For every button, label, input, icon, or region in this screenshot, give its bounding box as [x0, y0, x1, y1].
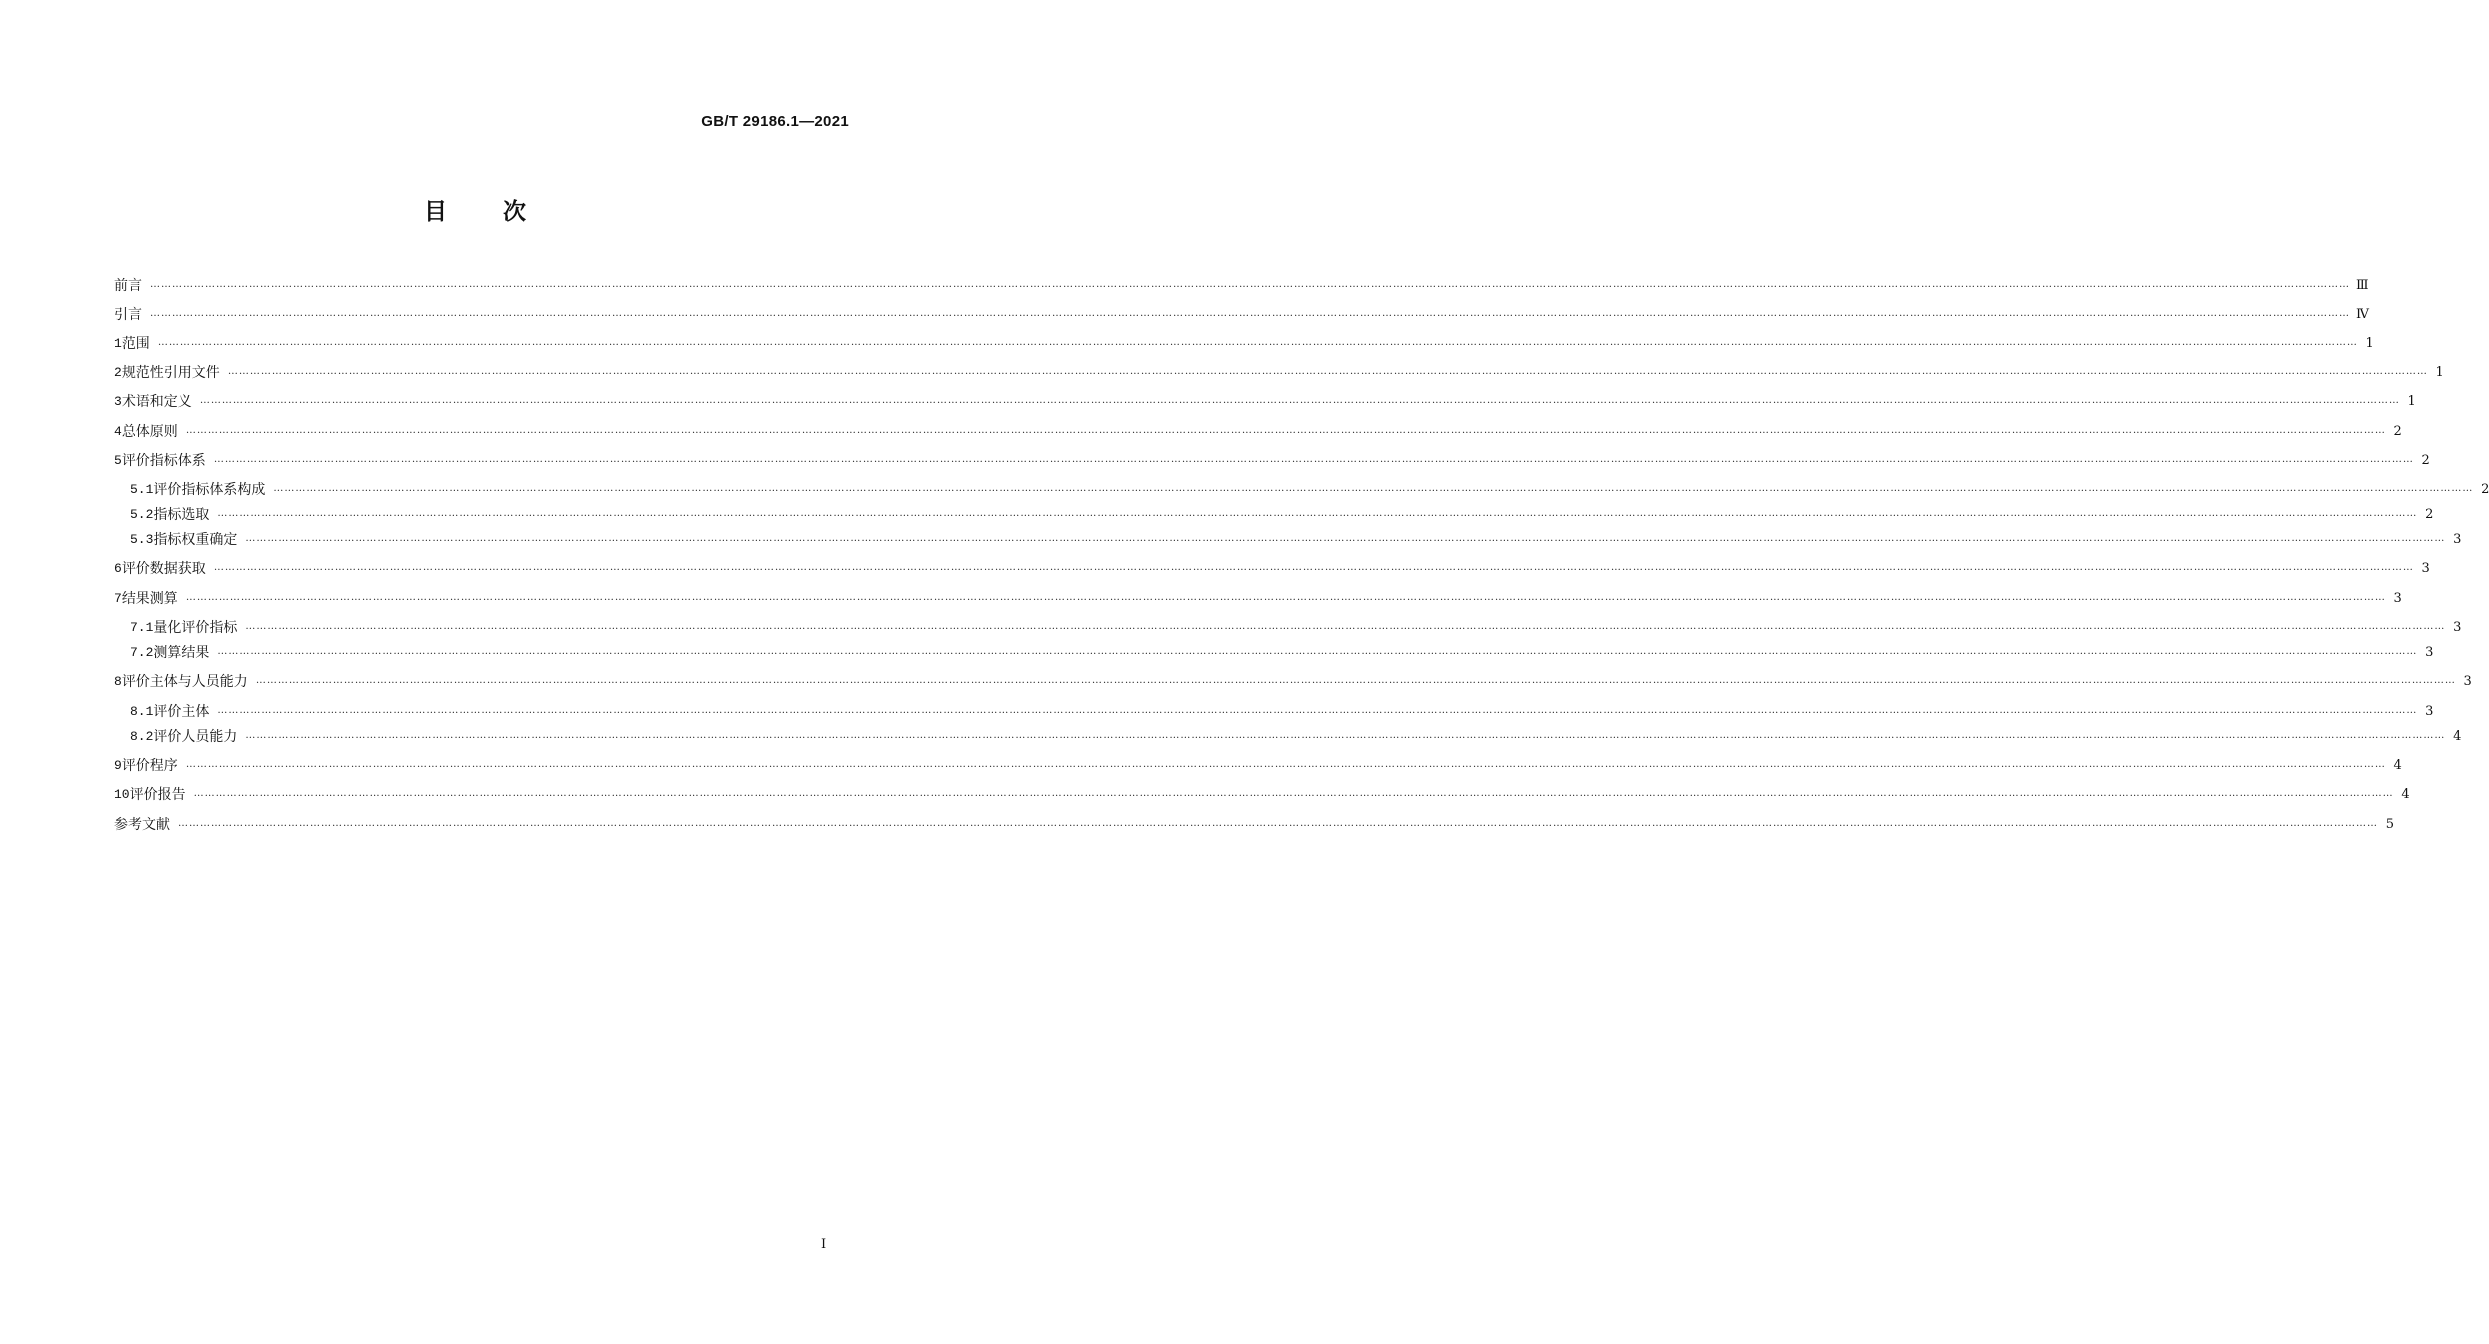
toc-entry-label: 总体原则 [121, 424, 178, 440]
toc-entry-label: 参考文献 [114, 817, 170, 833]
toc-entry[interactable] [114, 332, 2374, 354]
toc-entry-page: 1 [2435, 364, 2444, 380]
toc-entry-page: 2 [2425, 506, 2434, 522]
toc-leader-dots: …………………………………………………………………………………………………………………………………………………………………………………………………………………………………………………………………………………………………………………………………………………………………………………………………………………………………………………………………………………………………………………………………………………… [199, 395, 2400, 406]
toc-entry-number: 5 [114, 452, 122, 468]
toc-entry[interactable] [114, 449, 2430, 471]
toc-entry-page: 2 [2421, 452, 2430, 468]
toc-leader-dots: …………………………………………………………………………………………………………………………………………………………………………………………………………………………………………………………………………………………………………………………………………………………………………………………………………………………………………………………………………………………………………………………………………………… [217, 646, 2418, 657]
page-title-part2: 次 [503, 199, 526, 225]
toc-entry[interactable] [114, 303, 2369, 325]
toc-leader-dots: …………………………………………………………………………………………………………………………………………………………………………………………………………………………………………………………………………………………………………………………………………………………………………………………………………………………………………………………………………………………………………………………………………………… [185, 759, 2386, 770]
toc-entry-page: Ⅳ [2356, 306, 2369, 322]
toc-entry-label: 评价主体 [153, 704, 210, 720]
toc-entry-label: 前言 [114, 278, 142, 294]
toc-leader-dots: …………………………………………………………………………………………………………………………………………………………………………………………………………………………………………………………………………………………………………………………………………………………………………………………………………………………………………………………………………………………………………………………………………………… [185, 592, 2386, 603]
toc-leader-dots: …………………………………………………………………………………………………………………………………………………………………………………………………………………………………………………………………………………………………………………………………………………………………………………………………………………………………………………………………………………………………………………………………………………… [273, 483, 2474, 494]
toc-entry-page: 3 [2425, 703, 2434, 719]
toc-entry-page: Ⅲ [2356, 277, 2369, 293]
toc-entry-label: 指标权重确定 [153, 532, 238, 548]
toc-leader-dots: …………………………………………………………………………………………………………………………………………………………………………………………………………………………………………………………………………………………………………………………………………………………………………………………………………………………………………………………………………………………………………………………………………………… [193, 788, 2394, 799]
toc-entry-page: 3 [2421, 560, 2430, 576]
toc-entry[interactable] [130, 641, 2434, 663]
toc-leader-dots: …………………………………………………………………………………………………………………………………………………………………………………………………………………………………………………………………………………………………………………………………………………………………………………………………………………………………………………………………………………………………………………………………………………… [213, 454, 2414, 465]
toc-entry[interactable] [130, 725, 2462, 747]
toc-entry-label: 评价人员能力 [153, 729, 238, 745]
toc-entry-page: 3 [2453, 531, 2462, 547]
toc-entry[interactable] [114, 420, 2402, 442]
toc-entry-label: 规范性引用文件 [121, 365, 220, 381]
toc-entry-label: 测算结果 [153, 645, 210, 661]
toc-leader-dots: …………………………………………………………………………………………………………………………………………………………………………………………………………………………………………………………………………………………………………………………………………………………………………………………………………………………………………………………………………………………………………………………………………………… [227, 366, 2428, 377]
toc-entry-number: 1 [114, 335, 122, 351]
toc-entry-page: 2 [2481, 481, 2489, 497]
toc-entry-label: 引言 [114, 307, 142, 323]
toc-entry[interactable] [130, 700, 2434, 722]
toc-entry[interactable] [114, 557, 2430, 579]
toc-leader-dots: …………………………………………………………………………………………………………………………………………………………………………………………………………………………………………………………………………………………………………………………………………………………………………………………………………………………………………………………………………………………………………………………………………………… [245, 533, 2446, 544]
toc-entry-number: 5.2 [130, 506, 154, 522]
toc-entry-number: 5.1 [130, 481, 154, 497]
toc-entry-page: 1 [2407, 393, 2416, 409]
toc-entry[interactable] [114, 783, 2410, 805]
toc-entry[interactable] [130, 616, 2462, 638]
toc-entry-number: 2 [114, 364, 122, 380]
toc-leader-dots: …………………………………………………………………………………………………………………………………………………………………………………………………………………………………………………………………………………………………………………………………………………………………………………………………………………………………………………………………………………………………………………………………………………… [150, 279, 2350, 290]
toc-entry[interactable] [130, 503, 2434, 525]
toc-entry[interactable] [114, 361, 2444, 383]
toc-leader-dots: …………………………………………………………………………………………………………………………………………………………………………………………………………………………………………………………………………………………………………………………………………………………………………………………………………………………………………………………………………………………………………………………………………………… [217, 705, 2418, 716]
toc-entry-number: 4 [114, 423, 122, 439]
toc-entry-label: 术语和定义 [121, 394, 192, 410]
page-title-part1: 目 [424, 199, 447, 225]
toc-entry-label: 范围 [121, 336, 150, 352]
toc-entry-page: 4 [2453, 728, 2462, 744]
toc-entry[interactable] [114, 754, 2402, 776]
toc-entry[interactable] [130, 528, 2462, 550]
toc-entry-page: 1 [2365, 335, 2374, 351]
toc-leader-dots: …………………………………………………………………………………………………………………………………………………………………………………………………………………………………………………………………………………………………………………………………………………………………………………………………………………………………………………………………………………………………………………………………………………… [185, 425, 2386, 436]
toc-entry-number: 8 [114, 673, 122, 689]
toc-entry-label: 评价程序 [121, 758, 178, 774]
toc-entry-page: 4 [2401, 786, 2410, 802]
toc-entry-label: 量化评价指标 [153, 620, 238, 636]
toc-leader-dots: …………………………………………………………………………………………………………………………………………………………………………………………………………………………………………………………………………………………………………………………………………………………………………………………………………………………………………………………………………………………………………………………………………………… [255, 675, 2456, 686]
toc-entry-label: 评价指标体系 [121, 453, 206, 469]
toc-leader-dots: …………………………………………………………………………………………………………………………………………………………………………………………………………………………………………………………………………………………………………………………………………………………………………………………………………………………………………………………………………………………………………………………………………………… [217, 508, 2418, 519]
toc-leader-dots: …………………………………………………………………………………………………………………………………………………………………………………………………………………………………………………………………………………………………………………………………………………………………………………………………………………………………………………………………………………………………………………………………………………… [150, 308, 2350, 319]
toc-entry-label: 评价报告 [129, 787, 186, 803]
toc-entry-number: 7.2 [130, 644, 154, 660]
toc-entry[interactable] [114, 670, 2472, 692]
toc-entry-number: 10 [114, 786, 130, 802]
toc-entry-label: 评价主体与人员能力 [121, 674, 248, 690]
toc-entry-number: 6 [114, 560, 122, 576]
toc-entry-number: 8.2 [130, 728, 154, 744]
toc-entry-label: 指标选取 [153, 507, 210, 523]
toc-entry-number: 7 [114, 590, 122, 606]
toc-entry-page: 5 [2385, 816, 2394, 832]
toc-entry-number: 3 [114, 393, 122, 409]
toc-entry-page: 3 [2425, 644, 2434, 660]
toc-entry-page: 3 [2463, 673, 2472, 689]
toc-entry[interactable] [114, 274, 2369, 296]
toc-entry[interactable] [114, 813, 2394, 835]
toc-leader-dots: …………………………………………………………………………………………………………………………………………………………………………………………………………………………………………………………………………………………………………………………………………………………………………………………………………………………………………………………………………………………………………………………………………………… [178, 818, 2378, 829]
toc-leader-dots: …………………………………………………………………………………………………………………………………………………………………………………………………………………………………………………………………………………………………………………………………………………………………………………………………………………………………………………………………………………………………………………………………………………… [245, 621, 2446, 632]
toc-entry-page: 3 [2393, 590, 2402, 606]
toc-entry-number: 8.1 [130, 703, 154, 719]
toc-entry-page: 2 [2393, 423, 2402, 439]
toc-entry-label: 评价指标体系构成 [153, 482, 266, 498]
toc-entry-number: 9 [114, 757, 122, 773]
toc-entry-page: 4 [2393, 757, 2402, 773]
standard-number: GB/T 29186.1—2021 [701, 113, 849, 130]
toc-entry-number: 5.3 [130, 531, 154, 547]
toc-entry-label: 结果测算 [121, 591, 178, 607]
toc-entry-page: 3 [2453, 619, 2462, 635]
toc-entry-number: 7.1 [130, 619, 154, 635]
page-folio: I [821, 1237, 827, 1252]
toc-leader-dots: …………………………………………………………………………………………………………………………………………………………………………………………………………………………………………………………………………………………………………………………………………………………………………………………………………………………………………………………………………………………………………………………………………………… [245, 730, 2446, 741]
toc-entry-label: 评价数据获取 [121, 561, 206, 577]
toc-leader-dots: …………………………………………………………………………………………………………………………………………………………………………………………………………………………………………………………………………………………………………………………………………………………………………………………………………………………………………………………………………………………………………………………………………………… [157, 337, 2358, 348]
toc-leader-dots: …………………………………………………………………………………………………………………………………………………………………………………………………………………………………………………………………………………………………………………………………………………………………………………………………………………………………………………………………………………………………………………………………………………… [213, 562, 2414, 573]
page-title [0, 193, 950, 226]
toc-entry[interactable] [114, 390, 2416, 412]
toc-entry[interactable] [114, 587, 2402, 609]
toc-entry[interactable] [130, 478, 2489, 500]
